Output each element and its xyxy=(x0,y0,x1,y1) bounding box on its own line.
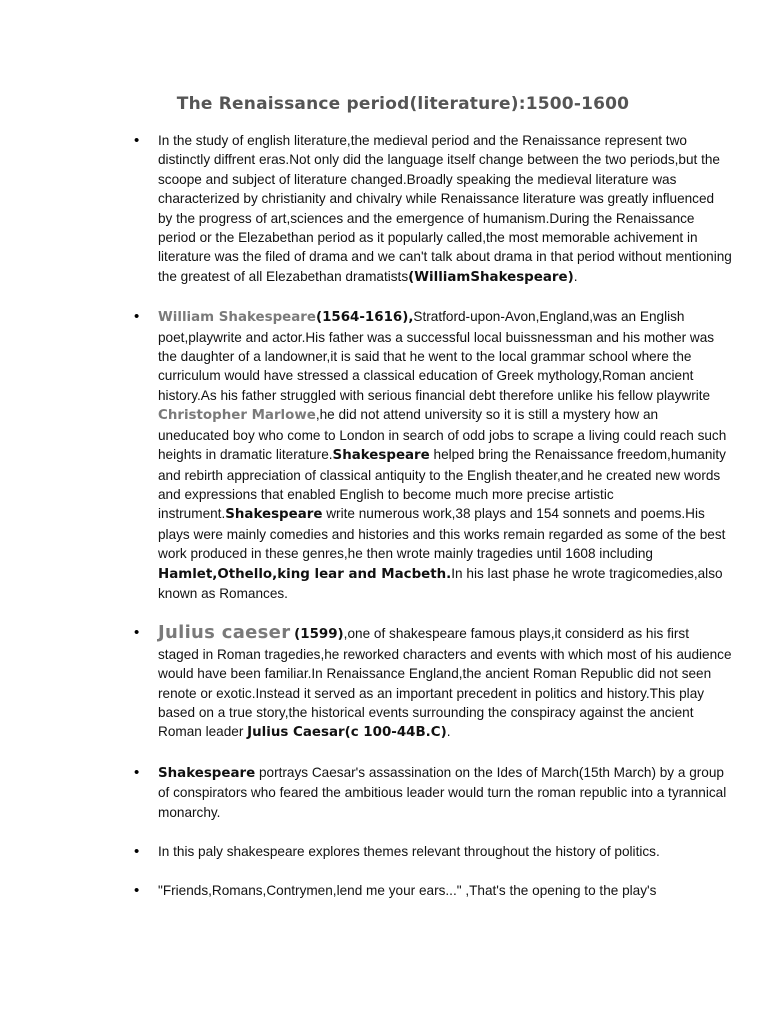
list-item-intro xyxy=(158,131,732,287)
intro-end: . xyxy=(573,268,578,284)
shakespeare-emphasis: (WilliamShakespeare) xyxy=(408,269,574,285)
assassination-text: portrays Caesar's assassination on the Ides of March(15th March) by a group of conspirators who feared the ambitious leader would turn the roman republic into a tyrannical monarchy. xyxy=(158,764,727,820)
list-item-politics xyxy=(158,842,732,861)
list-item-friends-romans xyxy=(158,881,732,900)
caeser-end: . xyxy=(446,724,451,740)
julius-caesar-leader: Julius Caesar(c 100-44B.C) xyxy=(247,725,447,741)
intro-text: In the study of english literature,the medieval period and the Renaissance represent two distinctly diffrent eras.Not only did the language itself change between the two periods,but the scoope and subject of literature changed.Broadly speaking the medieval literature was characterized by christianity and chivalry while Renaissance literature was greatly influenced by the progress of art,sciences and the emergence of humanism.During the Renaissance period or the Elezabethan period as it popularly called,the most memorable achivement in literature was the filed of drama and we can't talk about drama in that period without mentioning the greatest of all Elezabethan dramatists xyxy=(158,133,732,284)
shakespeare-name: William Shakespeare xyxy=(158,310,316,326)
list-item-assassination xyxy=(158,763,732,822)
politics-text: In this paly shakespeare explores themes relevant throughout the history of politics. xyxy=(158,844,660,859)
list-item-shakespeare xyxy=(158,307,732,603)
bio-text-5: In his last phase he wrote tragicomedies,also known as Romances. xyxy=(158,565,723,601)
caeser-text: ,one of shakespeare famous plays,it considerd as his first staged in Roman tragedies,he reworked characters and events with which most of his audience would have been familiar.In Renaissance England,the ancient Roman Republic did not seen renote or exotic.Instead it served as an important precedent in politics and history.This play based on a true story,the historical events surrounding the conspiracy against the ancient Roman leader xyxy=(158,626,732,740)
bullet-list xyxy=(158,131,732,921)
bio-text-1: Stratford-upon-Avon,England,was an English poet,playwrite and actor.His father was a successful local buissnessman and his mother was the daughter of a landowner,it is said that he went to the local grammar school where the curriculum would have stressed a classical education of Greek mythology,Roman ancient history.As his father struggled with serious financial debt therefore unlike his fellow playwrite xyxy=(158,309,715,403)
list-item-julius-caeser xyxy=(158,623,732,742)
marlowe-name: Christopher Marlowe xyxy=(158,408,316,424)
shakespeare-emphasis-2: Shakespeare xyxy=(225,507,323,523)
shakespeare-emphasis-1: Shakespeare xyxy=(332,448,430,464)
shakespeare-dates: (1564-1616), xyxy=(315,310,414,326)
julius-caeser-title: Julius caeser xyxy=(158,622,291,644)
bio-text-4: write numerous work,38 plays and 154 sonnets and poems.His plays were mainly comedies and histories and this works remain regarded as some of the best work produced in these genres,he then wrote mainly tragedies until 1608 including xyxy=(158,506,726,562)
page-title: The Renaissance period(literature):1500-1600 xyxy=(176,94,630,114)
friends-romans-text: "Friends,Romans,Contrymen,lend me your ears..." ,That's the opening to the play's xyxy=(158,883,657,899)
shakespeare-emphasis-3: Shakespeare xyxy=(158,765,256,781)
bio-text-3: helped bring the Renaissance freedom,humanity and rebirth appreciation of classical antiquity to the English theater,and he created new words and expressions that enabled English to become much more precise artistic instrument. xyxy=(158,447,726,522)
bio-text-2: ,he did not attend university so it is still a mystery how an uneducated boy who come to London in search of odd jobs to scrape a living could reach such heights in dramatic literature. xyxy=(158,407,727,463)
julius-caeser-year: (1599) xyxy=(294,627,344,643)
plays-list: Hamlet,Othello,king lear and Macbeth. xyxy=(158,566,452,582)
